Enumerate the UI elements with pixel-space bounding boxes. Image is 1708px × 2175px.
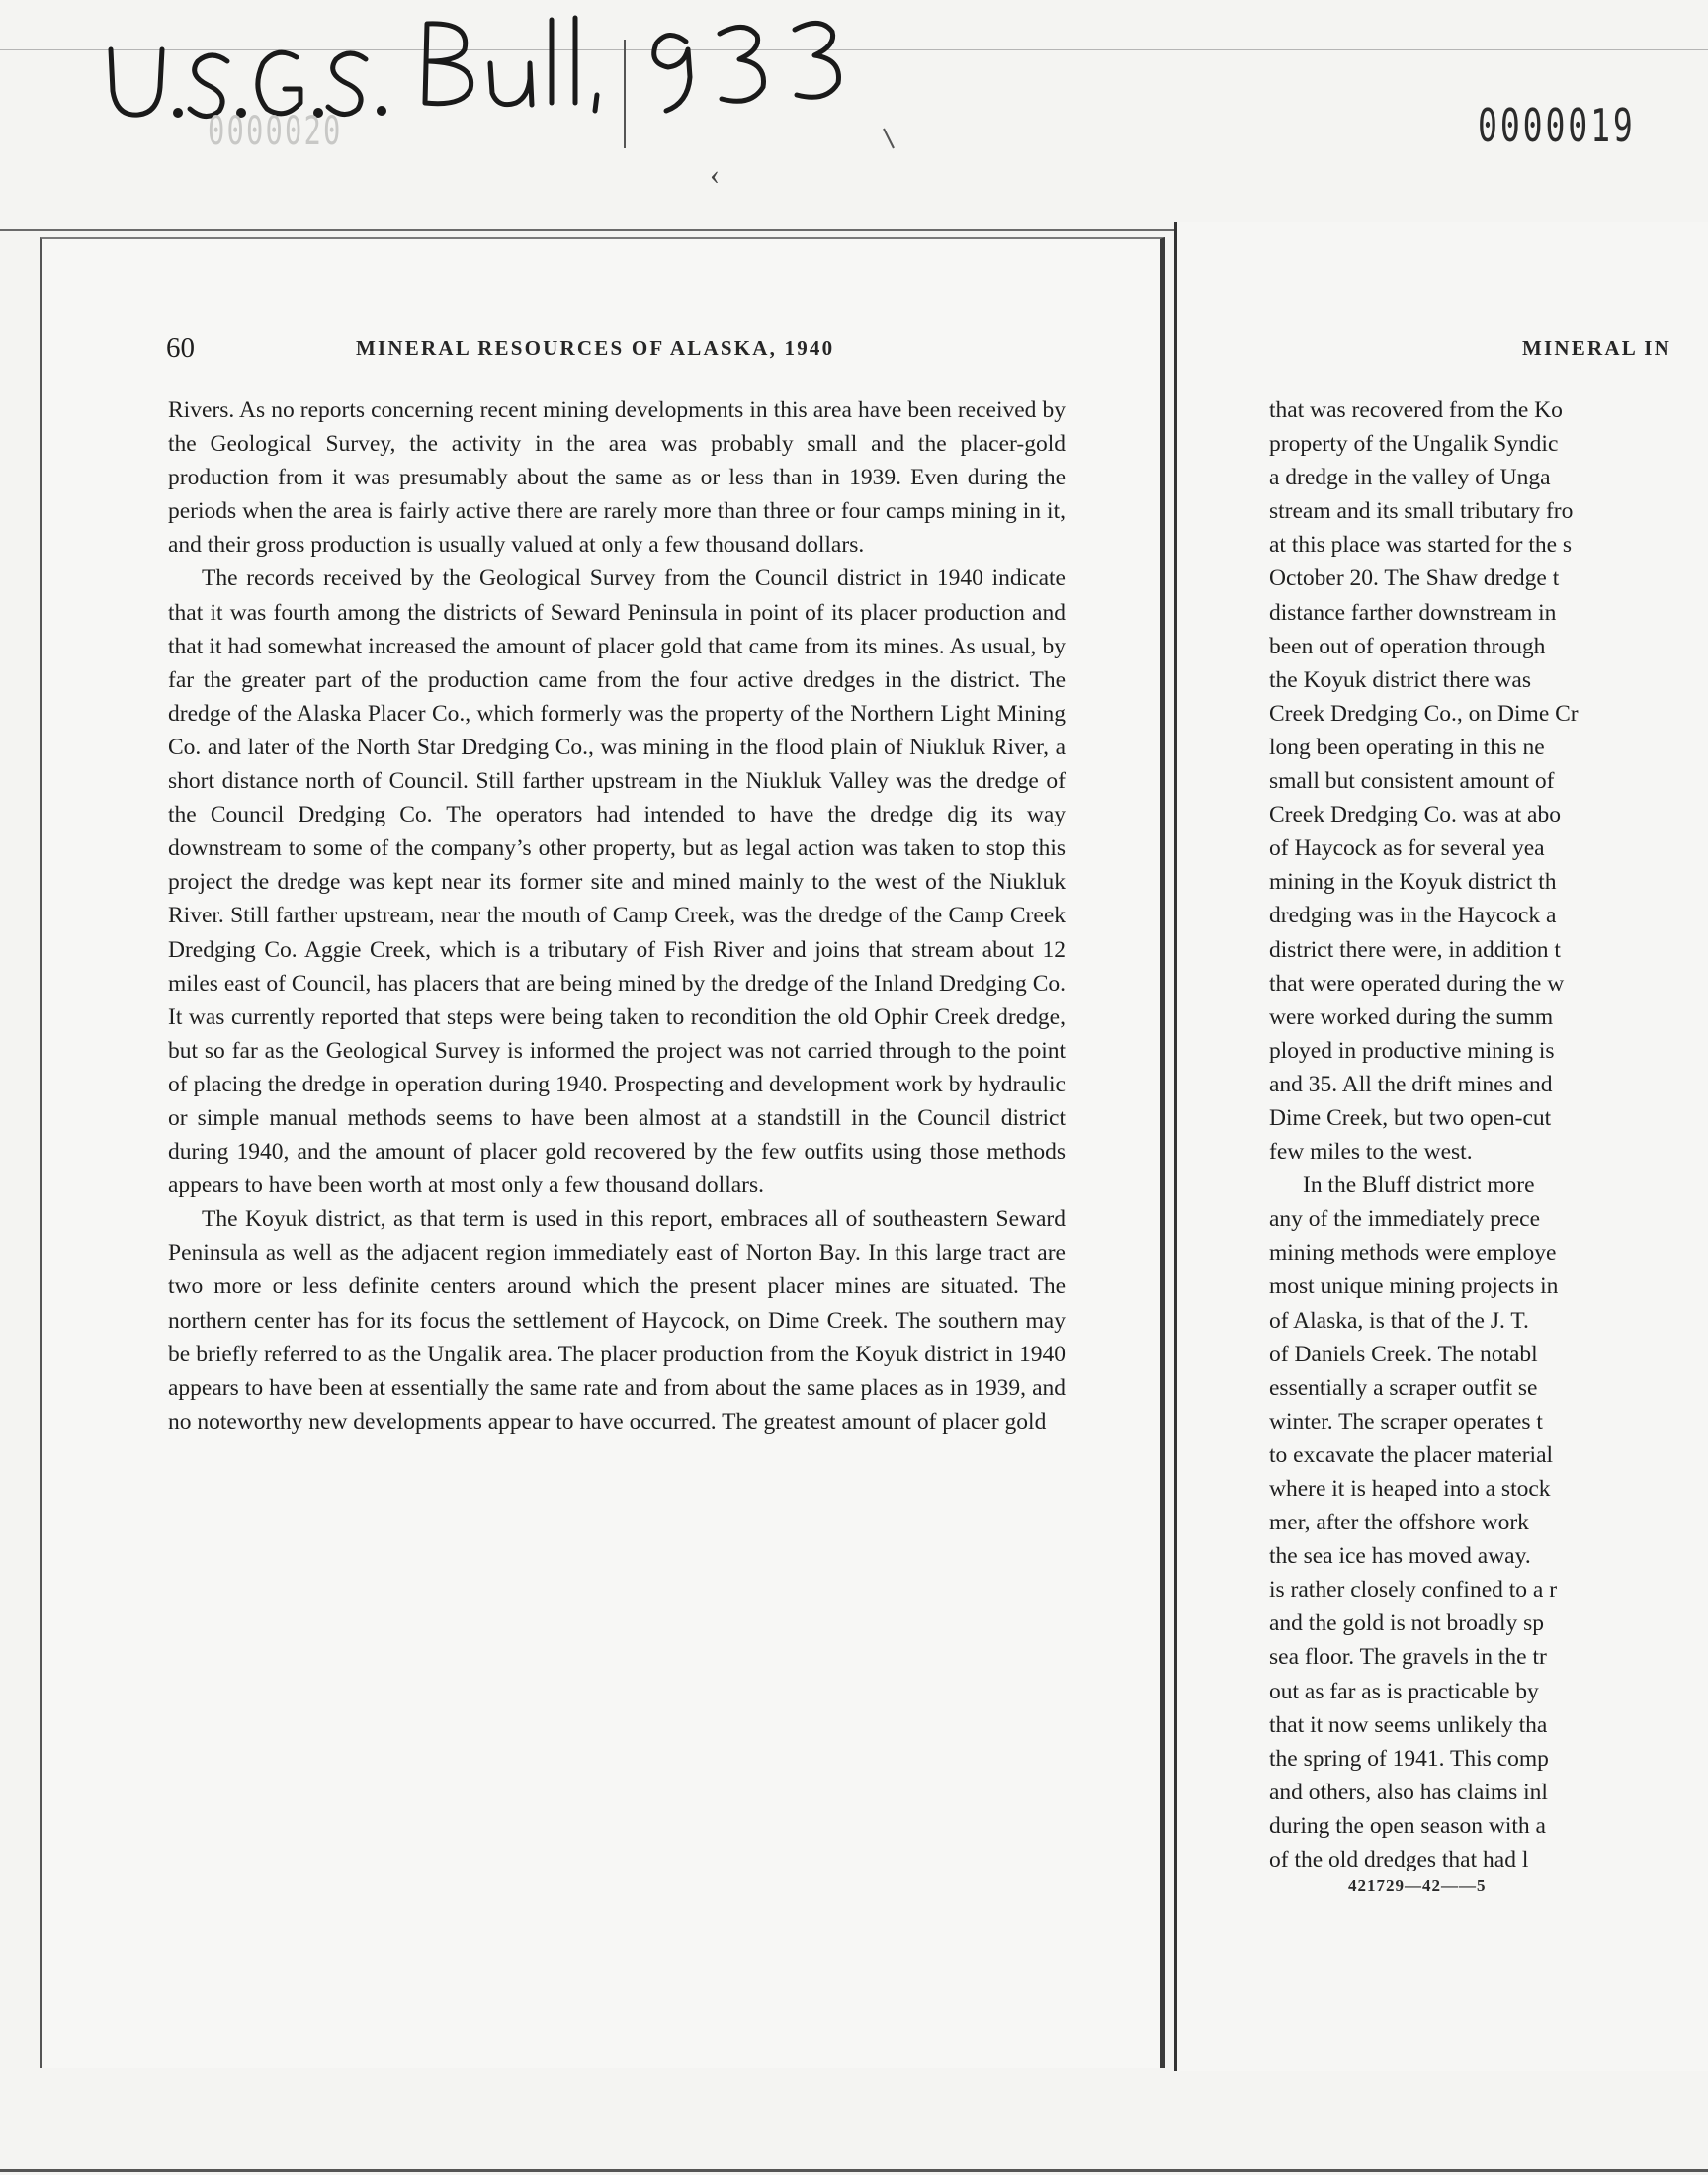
- text-line: sea floor. The gravels in the tr: [1269, 1644, 1547, 1671]
- text-line: the spring of 1941. This comp: [1269, 1745, 1549, 1772]
- text-line: during the open season with a: [1269, 1812, 1546, 1839]
- text-line: essentially a scraper outfit se: [1269, 1374, 1538, 1401]
- paragraph: Rivers. As no reports concerning recent mining developments in this area have been received by the Geological Survey, the activity in the area was probably small and the placer-gold production from it was presumably about the same as or less than in 1939. Even during the periods when the area is fairly active there are rarely more than three or four camps mining in it, and their gross production is usually valued at only a few thousand dollars.: [168, 397, 1066, 559]
- text-line: been out of operation through: [1269, 633, 1546, 659]
- text-line: that was recovered from the Ko: [1269, 397, 1563, 423]
- text-line: Dime Creek, but two open-cut: [1269, 1104, 1552, 1131]
- text-line: district there were, in addition t: [1269, 936, 1561, 963]
- left-running-head: MINERAL RESOURCES OF ALASKA, 1940: [356, 336, 835, 360]
- text-line: where it is heaped into a stock: [1269, 1476, 1551, 1502]
- text-line: at this place was started for the s: [1269, 532, 1573, 559]
- text-line: the sea ice has moved away.: [1269, 1543, 1531, 1570]
- text-line: most unique mining projects in: [1269, 1273, 1559, 1300]
- text-line: of the old dredges that had l: [1269, 1847, 1529, 1873]
- paragraph: The records received by the Geological Survey from the Council district in 1940 indicate that it was fourth among the districts of Seward Peninsula in point of its placer production and that it had somewhat increased the amount of placer gold that came from its mines. As usual, by far the greater part of the production came from the four active dredges in the district. The dredge of the Alaska Placer Co., which formerly was the property of the Northern Light Mining Co. and later of the North Star Dredging Co., was mining in the flood plain of Niukluk River, a short distance north of Council. Still farther upstream in the Niukluk Valley was the dredge of the Council Dredging Co. The operators had intended to have the dredge dig its way downstream to some of the company’s other property, but as legal action was taken to stop this project the dredge was kept near its former site and mined mainly to the west of the Niukluk River. Still farther upstream, near the mouth of Camp Creek, was the dredge of the Camp Creek Dredging Co. Aggie Creek, which is a tributary of Fish River and joins that stream about 12 miles east of Council, has placers that are being mined by the dredge of the Inland Dredging Co. It was currently reported that steps were being taken to recondition the old Ophir Creek dredge, but so far as the Geological Survey is informed the project was not carried through to the point of placing the dredge in operation during 1940. Prospecting and development work by hydraulic or simple manual methods seems to have been almost at a standstill in the Council district during 1940, and the amount of placer gold recovered by the few outfits using those methods appears to have been worth at most only a few thousand dollars.: [168, 566, 1066, 1199]
- text-line: mining methods were employe: [1269, 1240, 1557, 1266]
- text-line: of Alaska, is that of the J. T.: [1269, 1307, 1529, 1334]
- text-line: any of the immediately prece: [1269, 1206, 1541, 1233]
- ghost-stamp-number: 0000020: [208, 109, 343, 154]
- text-line: Creek Dredging Co., on Dime Cr: [1269, 700, 1579, 727]
- text-line: a dredge in the valley of Unga: [1269, 465, 1551, 491]
- text-line: Creek Dredging Co. was at abo: [1269, 802, 1561, 828]
- text-line: mining in the Koyuk district th: [1269, 869, 1557, 896]
- text-line: out as far as is practicable by: [1269, 1678, 1539, 1704]
- text-line: is rather closely confined to a r: [1269, 1577, 1558, 1604]
- right-page-body: [1269, 393, 1708, 1876]
- pencil-mark: ‹: [710, 158, 720, 191]
- footer-code: 421729—42——5: [1348, 1876, 1487, 1895]
- text-line: the Koyuk district there was: [1269, 666, 1531, 693]
- stamp-number: 0000019: [1478, 99, 1636, 152]
- text-line: and the gold is not broadly sp: [1269, 1610, 1545, 1637]
- text-line: and others, also has claims inl: [1269, 1779, 1548, 1805]
- text-line: and 35. All the drift mines and: [1269, 1071, 1553, 1097]
- text-line: to excavate the placer material: [1269, 1441, 1554, 1468]
- text-line: In the Bluff district more: [1303, 1173, 1535, 1199]
- bottom-scan-edge: [0, 2169, 1708, 2172]
- text-line: ployed in productive mining is: [1269, 1037, 1555, 1064]
- text-line: were worked during the summ: [1269, 1003, 1554, 1030]
- text-line: long been operating in this ne: [1269, 734, 1545, 760]
- page-number: 60: [166, 332, 195, 364]
- right-running-head: MINERAL IN: [1522, 336, 1671, 360]
- text-line: few miles to the west.: [1269, 1139, 1473, 1166]
- text-line: dredging was in the Haycock a: [1269, 903, 1557, 929]
- text-line: winter. The scraper operates t: [1269, 1408, 1543, 1435]
- text-line: that it now seems unlikely tha: [1269, 1711, 1548, 1738]
- paragraph: The Koyuk district, as that term is used in this report, embraces all of southeastern Seward Peninsula as well as the adjacent region immediately east of Norton Bay. In this large tract are two more or less definite centers around which the present placer mines are situated. The northern center has for its focus the settlement of Haycock, on Dime Creek. The southern may be briefly referred to as the Ungalik area. The placer production from the Koyuk district in 1940 appears to have been at essentially the same rate and from about the same places as in 1939, and no noteworthy new developments appear to have occurred. The greatest amount of placer gold: [168, 1206, 1066, 1435]
- text-line: distance farther downstream in: [1269, 599, 1557, 626]
- text-line: of Haycock as for several yea: [1269, 835, 1545, 862]
- text-line: October 20. The Shaw dredge t: [1269, 566, 1560, 592]
- text-line: mer, after the offshore work: [1269, 1510, 1529, 1536]
- left-page-body: [168, 393, 1066, 1438]
- text-line: property of the Ungalik Syndic: [1269, 431, 1559, 458]
- text-line: stream and its small tributary fro: [1269, 498, 1574, 525]
- text-line: small but consistent amount of: [1269, 768, 1555, 795]
- text-line: that were operated during the w: [1269, 970, 1565, 997]
- text-line: of Daniels Creek. The notabl: [1269, 1341, 1538, 1367]
